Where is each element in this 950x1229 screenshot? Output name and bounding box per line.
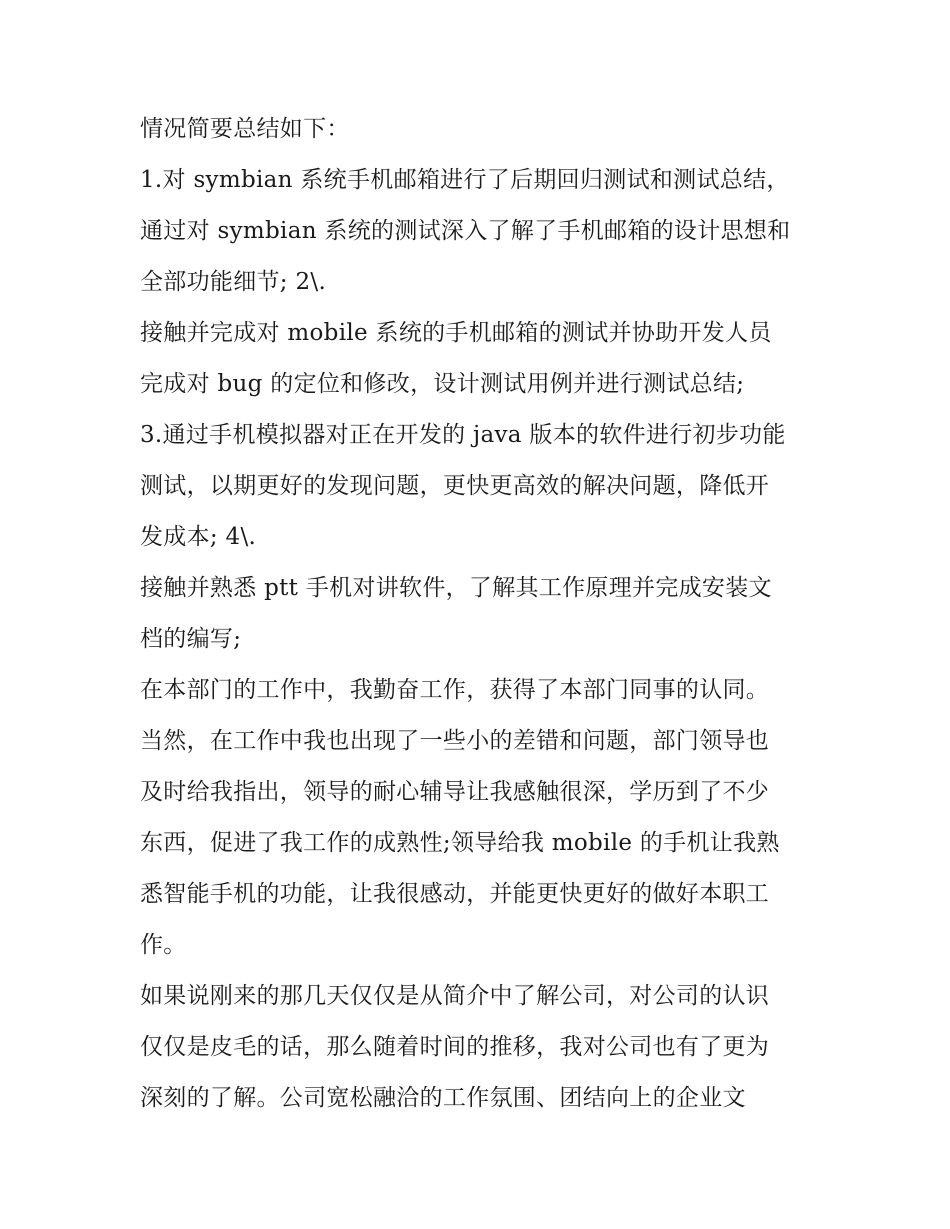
text-line: 通过对 symbian 系统的测试深入了解了手机邮箱的设计思想和 bbox=[140, 218, 791, 244]
text-line: 测试，以期更好的发现问题，更快更高效的解决问题，降低开 bbox=[140, 473, 770, 499]
text-line: 情况简要总结如下： bbox=[140, 116, 350, 142]
text-line: 作。 bbox=[140, 932, 187, 958]
text-line: 及时给我指出，领导的耐心辅导让我感触很深，学历到了不少 bbox=[140, 779, 770, 805]
text-line: 在本部门的工作中，我勤奋工作，获得了本部门同事的认同。 bbox=[140, 677, 770, 703]
text-line: 1.对 symbian 系统手机邮箱进行了后期回归测试和测试总结， bbox=[140, 167, 790, 193]
text-line: 完成对 bug 的定位和修改，设计测试用例并进行测试总结; bbox=[140, 371, 745, 397]
text-line: 全部功能细节; 2\. bbox=[140, 269, 327, 295]
text-line: 接触并完成对 mobile 系统的手机邮箱的测试并协助开发人员 bbox=[140, 320, 772, 346]
text-line: 仅仅是皮毛的话，那么随着时间的推移，我对公司也有了更为 bbox=[140, 1034, 770, 1060]
text-line: 档的编写; bbox=[140, 626, 242, 652]
document-body bbox=[140, 104, 820, 1124]
text-line: 发成本; 4\. bbox=[140, 524, 257, 550]
text-line: 3.通过手机模拟器对正在开发的 java 版本的软件进行初步功能 bbox=[140, 422, 786, 448]
text-line: 接触并熟悉 ptt 手机对讲软件，了解其工作原理并完成安装文 bbox=[140, 575, 772, 601]
text-line: 如果说刚来的那几天仅仅是从简介中了解公司，对公司的认识 bbox=[140, 983, 770, 1009]
text-line: 悉智能手机的功能，让我很感动，并能更快更好的做好本职工 bbox=[140, 881, 770, 907]
text-line: 深刻的了解。公司宽松融洽的工作氛围、团结向上的企业文 bbox=[140, 1085, 746, 1111]
text-line: 东西，促进了我工作的成熟性;领导给我 mobile 的手机让我熟 bbox=[140, 830, 780, 856]
text-line: 当然，在工作中我也出现了一些小的差错和问题，部门领导也 bbox=[140, 728, 770, 754]
